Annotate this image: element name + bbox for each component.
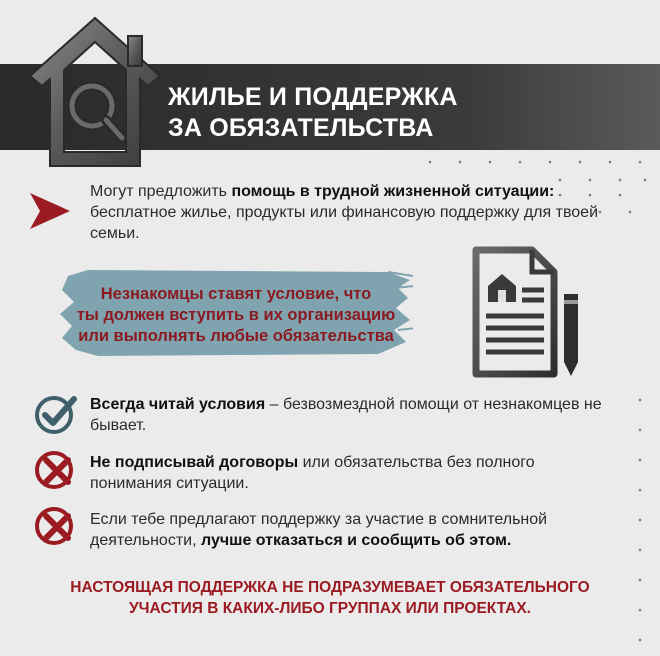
intro-text-1: Могут предложить xyxy=(90,183,232,200)
list-item-refuse-and-report xyxy=(90,509,620,551)
item-2-text: или обязательства без полного понимания ситуации. xyxy=(90,454,535,492)
house-search-icon xyxy=(20,6,170,176)
banner-line-1: Незнакомцы ставят условие, что xyxy=(100,285,372,303)
banner-line-3: или выполнять любые обязательства xyxy=(78,327,394,345)
list-item-read-conditions xyxy=(90,394,620,436)
title-line-1: ЖИЛЬЕ И ПОДДЕРЖКА xyxy=(168,83,458,111)
item-3-text: Если тебе предлагают поддержку за участие в сомнительной деятельности, xyxy=(90,511,548,549)
footer-line-2: УЧАСТИЯ В КАКИХ-ЛИБО ГРУППАХ ИЛИ ПРОЕКТАХ. xyxy=(129,600,531,617)
intro-bold: помощь в трудной жизненной ситуации: xyxy=(231,183,555,200)
item-2-bold: Не подписывай договоры xyxy=(90,454,299,471)
title-line-2: ЗА ОБЯЗАТЕЛЬСТВА xyxy=(168,114,434,142)
item-3-bold: лучше отказаться и сообщить об этом. xyxy=(200,532,512,549)
footer-line-1: НАСТОЯЩАЯ ПОДДЕРЖКА НЕ ПОДРАЗУМЕВАЕТ ОБЯЗАТЕЛЬНОГО xyxy=(70,579,590,596)
footer-warning xyxy=(20,577,640,619)
item-1-bold: Всегда читай условия xyxy=(90,396,266,413)
cross-circle-icon xyxy=(34,448,78,492)
document-pencil-icon xyxy=(470,246,590,381)
arrow-right-icon xyxy=(30,193,70,229)
intro-paragraph xyxy=(90,181,610,244)
check-circle-icon xyxy=(34,393,78,437)
item-1-text: – безвозмездной помощи от незнакомцев не бывает. xyxy=(90,396,602,434)
cross-circle-icon xyxy=(34,504,78,548)
banner-line-2: ты должен вступить в их организацию xyxy=(76,306,396,324)
page-title xyxy=(168,82,458,144)
warning-banner xyxy=(66,284,406,347)
list-item-do-not-sign xyxy=(90,452,620,494)
intro-text-2: бесплатное жилье, продукты или финансовую поддержку для твоей семьи. xyxy=(90,204,599,242)
